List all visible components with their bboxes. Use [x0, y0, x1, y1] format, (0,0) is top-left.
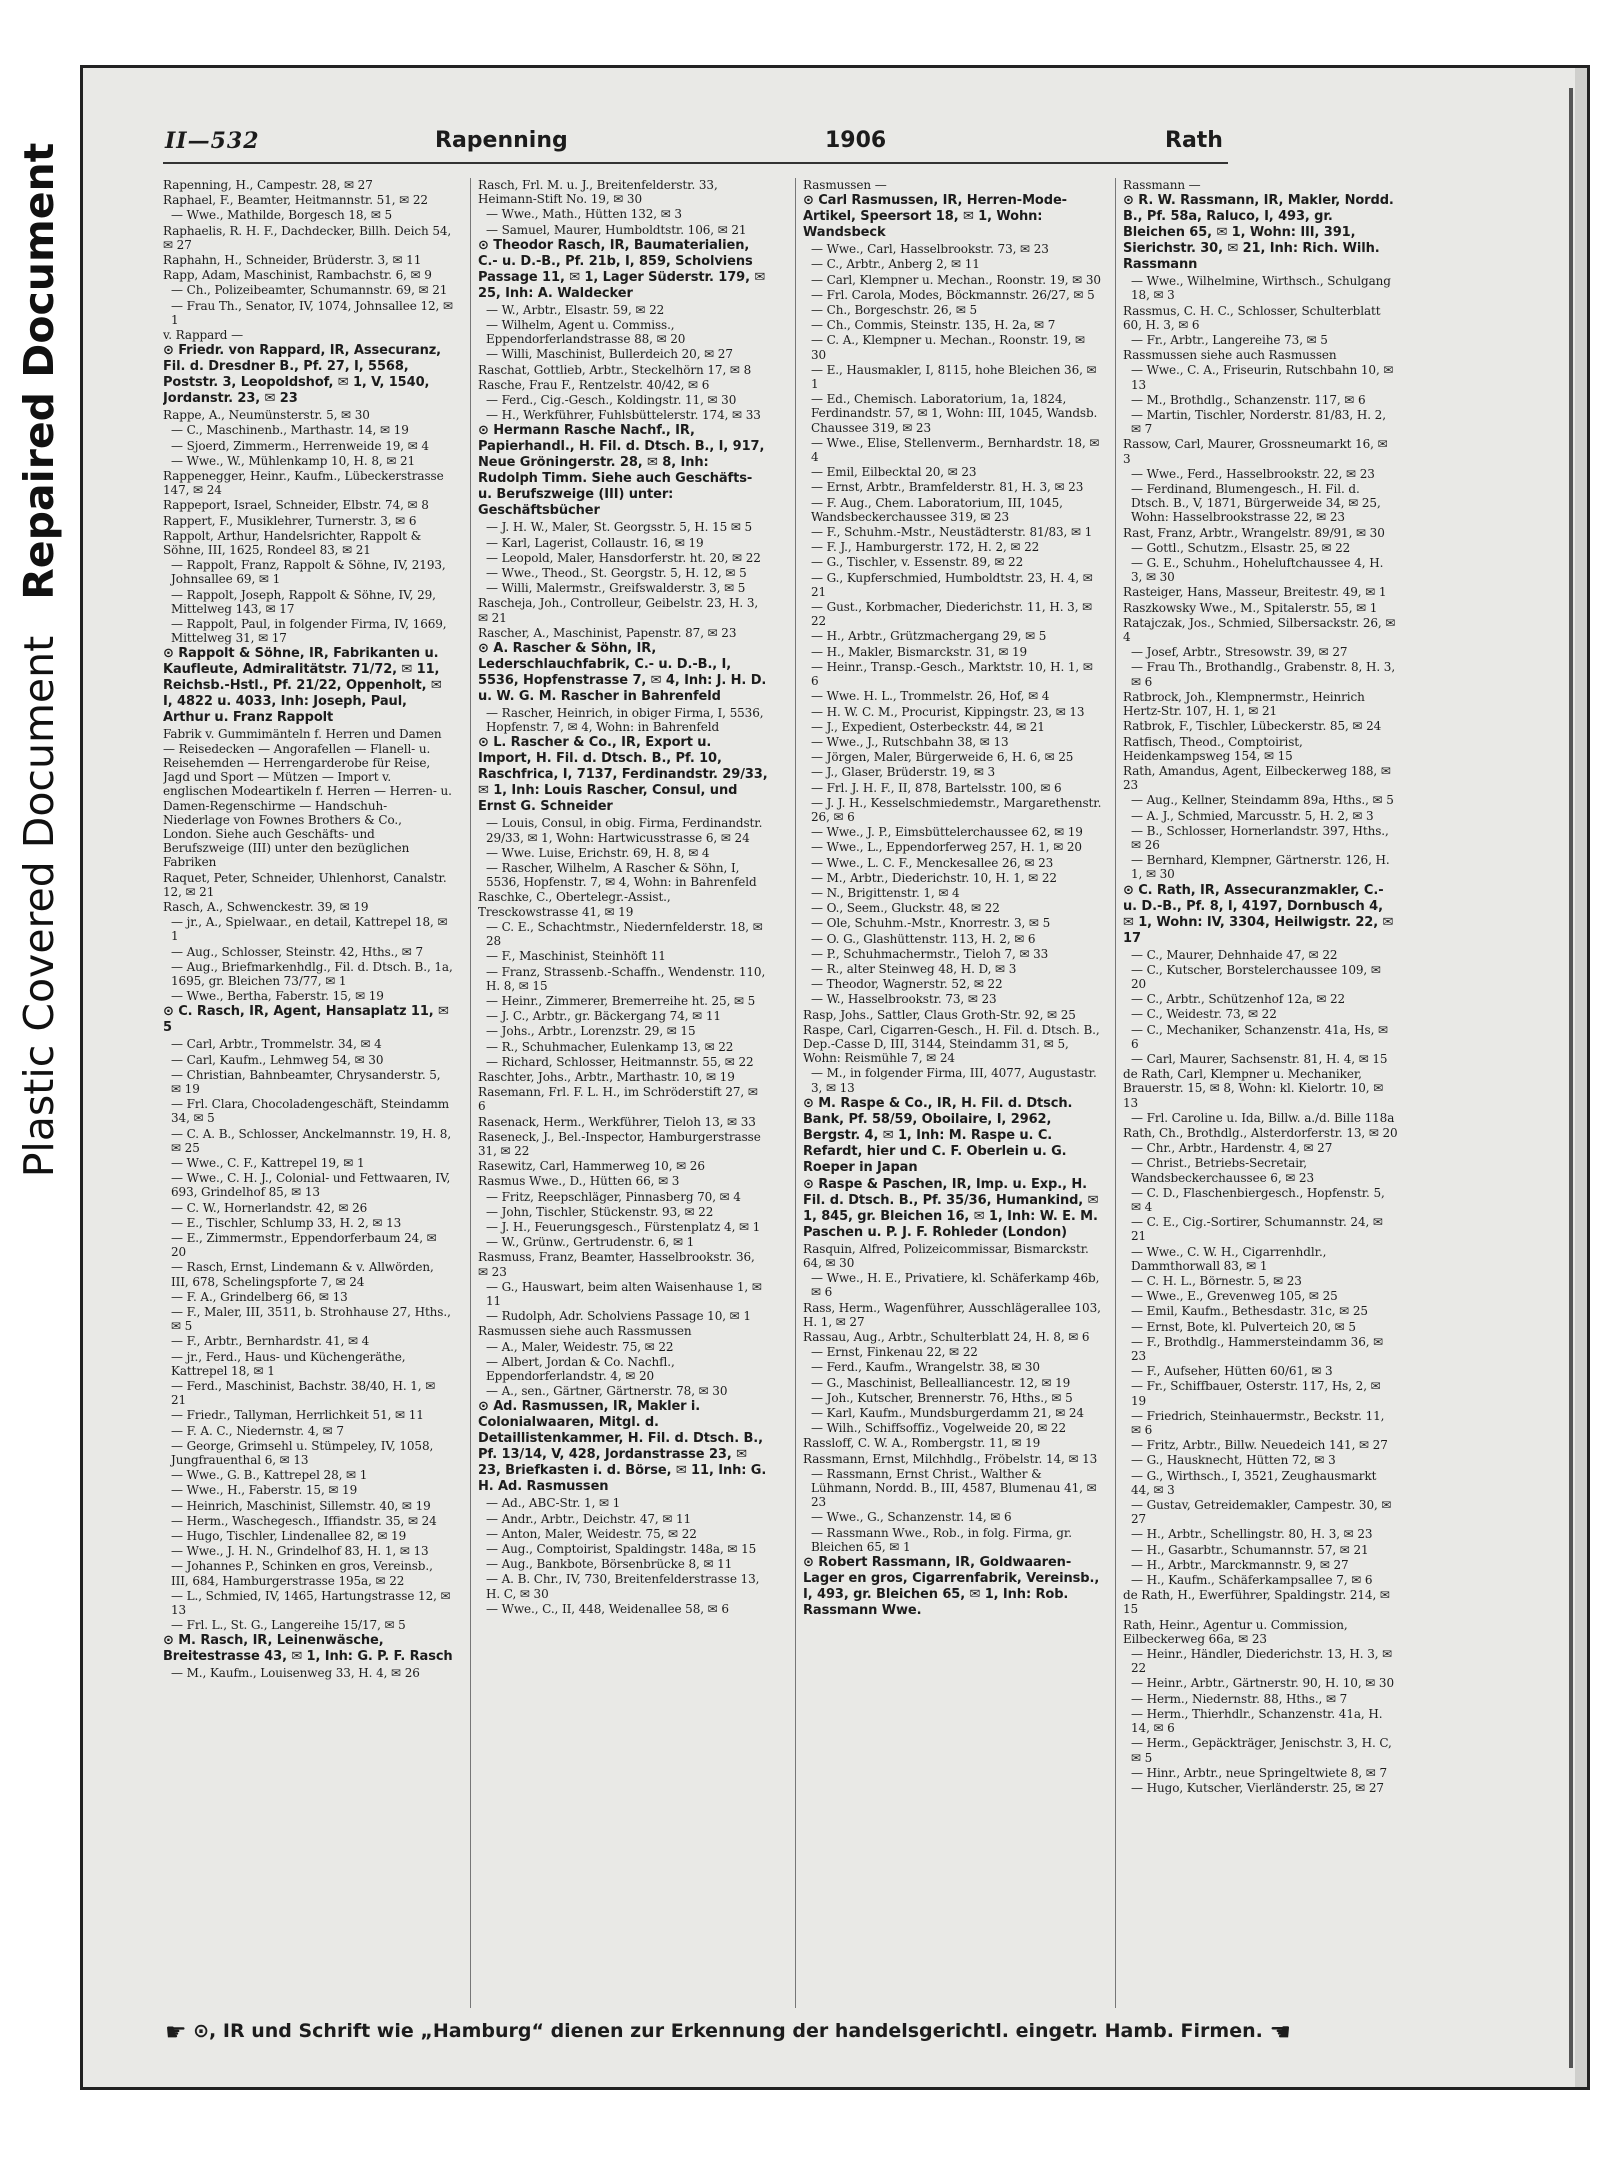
directory-entry: — F., Schuhm.-Mstr., Neustädterstr. 81/83, ✉ 1	[811, 525, 1093, 540]
directory-entry: — Friedrich, Steinhauermstr., Beckstr. 11, ✉ 6	[1131, 1408, 1385, 1438]
directory-entry: — Willi, Maschinist, Bullerdeich 20, ✉ 27	[486, 347, 733, 362]
directory-entry: — W., Arbtr., Elsastr. 59, ✉ 22	[486, 302, 665, 317]
directory-entry: — G., Hausknecht, Hütten 72, ✉ 3	[1131, 1453, 1336, 1468]
directory-entry: Rath, Amandus, Agent, Eilbeckerweg 188, ✉ 23	[1123, 763, 1391, 793]
directory-entry: — M., Kaufm., Louisenweg 33, H. 4, ✉ 26	[171, 1666, 420, 1681]
directory-entry: — Friedr., Tallyman, Herrlichkeit 51, ✉ 11	[171, 1408, 424, 1423]
directory-entry: — Willi, Malermstr., Greifswalderstr. 3, ✉ 5	[486, 581, 746, 596]
directory-entry: — H., Makler, Bismarckstr. 31, ✉ 19	[811, 644, 1028, 659]
directory-entry: — C., Arbtr., Anberg 2, ✉ 11	[811, 257, 980, 272]
directory-entry: — Louis, Consul, in obig. Firma, Ferdinandstr. 29/33, ✉ 1, Wohn: Hartwicusstrasse 6, ✉ 24	[486, 816, 763, 845]
directory-entry: — Herm., Niedernstr. 88, Hths., ✉ 7	[1131, 1691, 1348, 1706]
column-divider	[795, 178, 796, 2008]
scanner-side-banner	[0, 0, 78, 1320]
directory-entry: Ratbrok, F., Tischler, Lübeckerstr. 85, ✉ 24	[1123, 719, 1382, 734]
directory-entry: — Wwe., Bertha, Faberstr. 15, ✉ 19	[171, 989, 384, 1004]
directory-entry: — C., Kutscher, Borstelerchaussee 109, ✉ 20	[1131, 962, 1381, 991]
directory-entry: — Aug., Comptoirist, Spaldingstr. 148a, ✉ 15	[486, 1542, 757, 1556]
directory-entry: — Rappolt, Paul, in folgender Firma, IV, 1669, Mittelweg 31, ✉ 17	[171, 617, 447, 646]
directory-entry: — C., Arbtr., Schützenhof 12a, ✉ 22	[1131, 992, 1346, 1007]
page-footer	[165, 2018, 1291, 2048]
directory-entry: Raphaelis, R. H. F., Dachdecker, Billh. Deich 54, ✉ 27	[163, 223, 452, 252]
directory-entry: Rath, Heinr., Agentur u. Commission, Eilbeckerweg 66a, ✉ 23	[1123, 1617, 1348, 1646]
directory-entry: — Wwe., W., Mühlenkamp 10, H. 8, ✉ 21	[171, 453, 416, 468]
directory-entry: Rasmus Wwe., D., Hütten 66, ✉ 3	[478, 1174, 680, 1189]
directory-entry: — Emil, Eilbecktal 20, ✉ 23	[811, 465, 977, 480]
directory-entry: Rasch, Frl. M. u. J., Breitenfelderstr. 33, Heimann-Stift No. 19, ✉ 30	[478, 178, 718, 207]
directory-entry: — Anton, Maler, Weidestr. 75, ✉ 22	[486, 1526, 697, 1541]
directory-entry: — Aug., Kellner, Steindamm 89a, Hths., ✉ 5	[1131, 793, 1394, 808]
directory-entry: — H., Werkführer, Fuhlsbüttelerstr. 174, ✉ 33	[486, 408, 761, 423]
directory-entry: Rappeport, Israel, Schneider, Elbstr. 74, ✉ 8	[163, 498, 429, 513]
directory-entry: ⊙ C. Rath, IR, Assecuranzmakler, C.- u. D.-B., Pf. 8, I, 4197, Dornbusch 4, ✉ 1, Wohn: IV, 3304, Heilwigstr. 22, ✉ 17	[1123, 882, 1394, 946]
directory-entry: — Ch., Commis, Steinstr. 135, H. 2a, ✉ 7	[811, 318, 1056, 333]
directory-entry: — Frl. Clara, Chocoladengeschäft, Steindamm 34, ✉ 5	[171, 1097, 450, 1126]
directory-entry: — E., Tischler, Schlump 33, H. 2, ✉ 13	[171, 1215, 402, 1230]
directory-entry: de Rath, H., Ewerführer, Spaldingstr. 214, ✉ 15	[1123, 1588, 1390, 1617]
directory-entry: — Frau Th., Senator, IV, 1074, Johnsallee 12, ✉ 1	[171, 298, 453, 327]
directory-entry: — Ed., Chemisch. Laboratorium, 1a, 1824, Ferdinandstr. 57, ✉ 1, Wohn: III, 1045, Wandsb. Chaussee 319, ✉ 23	[811, 392, 1098, 435]
plastic-covered-label: Plastic Covered Document	[15, 635, 63, 1178]
directory-entry: — J., Expedient, Osterbeckstr. 44, ✉ 21	[811, 719, 1045, 734]
directory-entry: — Ferdinand, Blumengesch., H. Fil. d. Dtsch. B., V, 1871, Bürgerweide 34, ✉ 25, Wohn: Hasselbrookstrasse 22, ✉ 23	[1131, 482, 1381, 525]
directory-entry: Raphael, F., Beamter, Heitmannstr. 51, ✉ 22	[163, 193, 428, 208]
directory-entry: — B., Schlosser, Hornerlandstr. 397, Hths., ✉ 26	[1131, 823, 1389, 852]
directory-entry: ⊙ R. W. Rassmann, IR, Makler, Nordd. B., Pf. 58a, Raluco, I, 493, gr. Bleichen 65, ✉ 1, Wohn: III, 391, Sierichstr. 30, ✉ 21, Inh: Rich. Wilh. Rassmann	[1123, 193, 1394, 273]
directory-entry: — Hugo, Kutscher, Vierländerstr. 25, ✉ 27	[1131, 1780, 1384, 1795]
directory-entry: — G. E., Schuhm., Hoheluftchaussee 4, H. 3, ✉ 30	[1131, 556, 1384, 585]
directory-entry: — W., Hasselbrookstr. 73, ✉ 23	[811, 992, 997, 1007]
directory-entry: — Wilhelm, Agent u. Commiss., Eppendorferlandstrasse 88, ✉ 20	[486, 318, 686, 347]
directory-entry: ⊙ Ad. Rasmussen, IR, Makler i. Colonialwaaren, Mitgl. d. Detaillistenkammer, H. Fil. d. Dtsch. B., Pf. 13/14, V, 428, Jordanstrasse 23, ✉ 23, Briefkasten i. d. Börse, ✉ 11, Inh: G. H. Ad. Rasmussen	[478, 1399, 767, 1495]
directory-entry: — A. J., Schmied, Marcusstr. 5, H. 2, ✉ 3	[1131, 808, 1374, 823]
directory-entry: — Gustav, Getreidemakler, Campestr. 30, ✉ 27	[1131, 1498, 1392, 1527]
directory-entry: ⊙ Friedr. von Rappard, IR, Assecuranz, Fil. d. Dresdner B., Pf. 27, I, 5568, Poststr. 3, Leopoldshof, ✉ 1, V, 1540, Jordanstr. 23, ✉ 23	[163, 343, 442, 407]
footer-text: ⊙, IR und Schrift wie „Hamburg“ dienen zur Erkennung der handelsgerichtl. eingetr. Hamb. Firmen.	[193, 2020, 1263, 2042]
directory-entry: — F., Aufseher, Hütten 60/61, ✉ 3	[1131, 1364, 1333, 1379]
directory-entry: — M., Brothdlg., Schanzenstr. 117, ✉ 6	[1131, 392, 1366, 407]
directory-entry: — Fritz, Arbtr., Billw. Neuedeich 141, ✉ 27	[1131, 1438, 1388, 1453]
directory-entry: — G., Maschinist, Bellealliancestr. 12, ✉ 19	[811, 1375, 1071, 1390]
directory-entry: — Wwe. H. L., Trommelstr. 26, Hof, ✉ 4	[811, 689, 1050, 704]
directory-entry: Rassow, Carl, Maurer, Grossneumarkt 16, ✉ 3	[1123, 437, 1388, 466]
directory-entry: — Franz, Strassenb.-Schaffn., Wendenstr. 110, H. 8, ✉ 15	[486, 964, 766, 993]
directory-entry: — Joh., Kutscher, Brennerstr. 76, Hths., ✉ 5	[811, 1390, 1073, 1405]
directory-entry: Raschat, Gottlieb, Arbtr., Steckelhörn 17, ✉ 8	[478, 362, 752, 377]
directory-entry: Rasp, Johs., Sattler, Claus Groth-Str. 92, ✉ 25	[803, 1007, 1076, 1022]
directory-entry: Rassmann —	[1123, 178, 1201, 192]
directory-entry: Rassau, Aug., Arbtr., Schulterblatt 24, H. 8, ✉ 6	[803, 1330, 1090, 1344]
directory-entry: — J. C., Arbtr., gr. Bäckergang 74, ✉ 11	[486, 1009, 721, 1024]
directory-entry: — Wwe., J., Rutschbahn 38, ✉ 13	[811, 734, 1009, 749]
pointing-hand-icon: ☚	[1269, 2018, 1291, 2046]
directory-entry: Rappolt, Arthur, Handelsrichter, Rappolt & Söhne, III, 1625, Rondeel 83, ✉ 21	[163, 528, 422, 558]
directory-entry: Raszkowsky Wwe., M., Spitalerstr. 55, ✉ 1	[1123, 600, 1378, 615]
directory-entry: Fabrik v. Gummimänteln f. Herren und Damen — Reisedecken — Angorafellen — Flanell- u. Reisehemden — Herrengarderobe für Reise, Jagd und Sport — Mützen — Import v. englischen Modeartikeln f. Herren — Herren- u. Damen-Regenschirme — Handschuh-Niederlage von Fownes Brothers & Co., London. Siehe auch Geschäfts- und Berufszweige (III) unter den bezüglichen Fabriken	[163, 727, 452, 870]
directory-entry: — Wwe., H., Faberstr. 15, ✉ 19	[171, 1483, 358, 1498]
column-3	[803, 178, 1103, 2038]
directory-entry: Raschter, Johs., Arbtr., Marthastr. 10, ✉ 19	[478, 1069, 735, 1084]
directory-entry: — John, Tischler, Stückenstr. 93, ✉ 22	[486, 1204, 714, 1219]
directory-entry: — Carl, Klempner u. Mechan., Roonstr. 19, ✉ 30	[811, 272, 1101, 287]
directory-entry: Raquet, Peter, Schneider, Uhlenhorst, Canalstr. 12, ✉ 21	[163, 870, 447, 899]
directory-entry: — Christ., Betriebs-Secretair, Wandsbeckerchaussee 6, ✉ 23	[1131, 1156, 1314, 1185]
directory-entry: — C., Mechaniker, Schanzenstr. 41a, Hs, ✉ 6	[1131, 1022, 1388, 1051]
directory-entry: — Hugo, Tischler, Lindenallee 82, ✉ 19	[171, 1529, 407, 1544]
directory-entry: — Aug., Bankbote, Börsenbrücke 8, ✉ 11	[486, 1557, 733, 1572]
directory-entry: — Karl, Lagerist, Collaustr. 16, ✉ 19	[486, 535, 704, 550]
directory-entry: — E., Hausmakler, I, 8115, hohe Bleichen 36, ✉ 1	[811, 362, 1097, 392]
directory-entry: ⊙ L. Rascher & Co., IR, Export u. Import, H. Fil. d. Dtsch. B., Pf. 10, Raschfrica, I, 7137, Ferdinandstr. 29/33, ✉ 1, Inh: Louis Rascher, Consul, und Ernst G. Schneider	[478, 735, 768, 815]
directory-entry: — Ole, Schuhm.-Mstr., Knorrestr. 3, ✉ 5	[811, 916, 1051, 931]
directory-entry: Rapp, Adam, Maschinist, Rambachstr. 6, ✉ 9	[163, 268, 432, 283]
directory-entry: — Gottl., Schutzm., Elsastr. 25, ✉ 22	[1131, 540, 1351, 555]
directory-entry: — Ernst, Bote, kl. Pulverteich 20, ✉ 5	[1131, 1319, 1356, 1334]
directory-entry: — F., Arbtr., Bernhardstr. 41, ✉ 4	[171, 1334, 370, 1349]
directory-entry: — Rappolt, Joseph, Rappolt & Söhne, IV, 29, Mittelweg 143, ✉ 17	[171, 587, 436, 616]
directory-entry: Rasemann, Frl. F. L. H., im Schröderstift 27, ✉ 6	[478, 1085, 758, 1114]
directory-entry: — Wwe., G. B., Kattrepel 28, ✉ 1	[171, 1468, 368, 1483]
directory-entry: — G., Tischler, v. Essenstr. 89, ✉ 22	[811, 555, 1024, 570]
directory-entry: — M., Arbtr., Diederichstr. 10, H. 1, ✉ 22	[811, 870, 1057, 885]
directory-entry: — jr., A., Spielwaar., en detail, Kattrepel 18, ✉ 1	[171, 915, 448, 944]
directory-entry: — Wwe., C., II, 448, Weidenallee 58, ✉ 6	[486, 1601, 729, 1616]
directory-entry: — Rudolph, Adr. Scholviens Passage 10, ✉ 1	[486, 1309, 751, 1324]
directory-entry: — H., Arbtr., Grützmachergang 29, ✉ 5	[811, 629, 1047, 644]
directory-entry: — Wwe., L. C. F., Menckesallee 26, ✉ 23	[811, 855, 1054, 870]
directory-entry: — F. A. C., Niedernstr. 4, ✉ 7	[171, 1423, 344, 1438]
column-divider	[470, 178, 471, 2008]
directory-entry: — Christian, Bahnbeamter, Chrysanderstr. 5, ✉ 19	[171, 1067, 441, 1096]
directory-entry: Raseneck, J., Bel.-Inspector, Hamburgerstrasse 31, ✉ 22	[478, 1129, 761, 1158]
directory-entry: — Ernst, Arbtr., Bramfelderstr. 81, H. 3, ✉ 23	[811, 480, 1084, 495]
banner-text	[15, 143, 63, 1178]
directory-entry: ⊙ M. Raspe & Co., IR, H. Fil. d. Dtsch. Bank, Pf. 58/59, Oboilaire, I, 2962, Bergstr. 4, ✉ 1, Inh: M. Raspe u. C. Refardt, hier und C. F. Oberlein u. G. Roeper in Japan	[803, 1095, 1073, 1175]
directory-entry: — Leopold, Maler, Hansdorferstr. ht. 20, ✉ 22	[486, 550, 761, 565]
directory-entry: — George, Grimsehl u. Stümpeley, IV, 1058, Jungfrauenthal 6, ✉ 13	[171, 1438, 434, 1468]
directory-entry: ⊙ Hermann Rasche Nachf., IR, Papierhandl., H. Fil. d. Dtsch. B., I, 917, Neue Gröningerstr. 28, ✉ 8, Inh: Rudolph Timm. Siehe auch Geschäfts- u. Berufszweige (III) unter: Geschäftsbücher	[478, 423, 765, 519]
directory-entry: — H., Gasarbtr., Schumannstr. 57, ✉ 21	[1131, 1542, 1369, 1557]
directory-entry: — Jörgen, Maler, Bürgerweide 6, H. 6, ✉ 25	[811, 750, 1074, 765]
directory-entry: ⊙ Theodor Rasch, IR, Baumaterialien, C.- u. D.-B., Pf. 21b, I, 859, Scholviens Passage 11, ✉ 1, Lager Süderstr. 179, ✉ 25, Inh: A. Waldecker	[478, 237, 766, 301]
column-1	[163, 178, 453, 2038]
directory-entry: — A., Maler, Weidestr. 75, ✉ 22	[486, 1339, 674, 1354]
directory-entry: — H. W. C. M., Procurist, Kippingstr. 23, ✉ 13	[811, 704, 1085, 719]
directory-entry: Rassmann, Ernst, Milchhdlg., Fröbelstr. 14, ✉ 13	[803, 1451, 1098, 1466]
directory-entry: Rasenack, Herm., Werkführer, Tieloh 13, ✉ 33	[478, 1114, 756, 1129]
directory-entry: — L., Schmied, IV, 1465, Hartungstrasse 12, ✉ 13	[171, 1588, 451, 1618]
directory-entry: — A. B. Chr., IV, 730, Breitenfelderstrasse 13, H. C, ✉ 30	[486, 1572, 760, 1601]
directory-entry: Ratfisch, Theod., Comptoirist, Heidenkampsweg 154, ✉ 15	[1123, 734, 1303, 763]
directory-entry: — Heinrich, Maschinist, Sillemstr. 40, ✉ 19	[171, 1498, 431, 1513]
directory-entry: Rassmus, C. H. C., Schlosser, Schulterblatt 60, H. 3, ✉ 6	[1123, 303, 1381, 332]
directory-entry: — Carl, Maurer, Sachsenstr. 81, H. 4, ✉ 15	[1131, 1051, 1388, 1066]
directory-entry: — C. A., Klempner u. Mechan., Roonstr. 19, ✉ 30	[811, 333, 1085, 362]
directory-entry: — Albert, Jordan & Co. Nachfl., Eppendorferlandstr. 4, ✉ 20	[486, 1354, 675, 1383]
directory-entry: — Fritz, Reepschläger, Pinnasberg 70, ✉ 4	[486, 1189, 741, 1204]
directory-entry: — jr., Ferd., Haus- und Küchengeräthe, Kattrepel 18, ✉ 1	[171, 1349, 406, 1378]
directory-entry: — Frl. Carola, Modes, Böckmannstr. 26/27, ✉ 5	[811, 287, 1095, 302]
directory-entry: — Ch., Borgeschstr. 26, ✉ 5	[811, 303, 978, 318]
directory-entry: — G., Kupferschmied, Humboldtstr. 23, H. 4, ✉ 21	[811, 570, 1093, 599]
directory-entry: — Wwe. Luise, Erichstr. 69, H. 8, ✉ 4	[486, 845, 710, 860]
directory-entry: — Karl, Kaufm., Mundsburgerdamm 21, ✉ 24	[811, 1406, 1084, 1421]
header-year: 1906	[825, 128, 887, 153]
directory-entry: de Rath, Carl, Klempner u. Mechaniker, Brauerstr. 15, ✉ 8, Wohn: kl. Kielortr. 10, ✉ 13	[1123, 1067, 1384, 1110]
directory-entry: — F. A., Grindelberg 66, ✉ 13	[171, 1289, 348, 1304]
directory-entry: — Frl. J. H. F., II, 878, Bartelsstr. 100, ✉ 6	[811, 780, 1062, 795]
directory-entry: — H., Kaufm., Schäferkampsallee 7, ✉ 6	[1131, 1573, 1373, 1588]
directory-entry: ⊙ A. Rascher & Söhn, IR, Lederschlauchfabrik, C.- u. D.-B., I, 5536, Hopfenstrasse 7, ✉ 4, Inh: J. H. D. u. W. G. M. Rascher in Bahrenfeld	[478, 641, 767, 705]
directory-entry: — R., Schuhmacher, Eulenkamp 13, ✉ 22	[486, 1039, 734, 1054]
directory-entry: — Ad., ABC-Str. 1, ✉ 1	[486, 1496, 621, 1511]
page-number: II—532	[165, 128, 260, 154]
directory-entry: — Wwe., C. H. J., Colonial- und Fettwaaren, IV, 693, Grindelhof 85, ✉ 13	[171, 1171, 451, 1200]
directory-entry: — Heinr., Zimmerer, Bremerreihe ht. 25, ✉ 5	[486, 993, 756, 1008]
pointing-hand-icon: ☛	[165, 2018, 187, 2046]
directory-entry: — Carl, Arbtr., Trommelstr. 34, ✉ 4	[171, 1037, 382, 1052]
directory-entry: — G., Hauswart, beim alten Waisenhause 1, ✉ 11	[486, 1279, 762, 1308]
directory-entry: — C. A. B., Schlosser, Anckelmannstr. 19, H. 8, ✉ 25	[171, 1126, 452, 1155]
directory-entry: — O. G., Glashüttenstr. 113, H. 2, ✉ 6	[811, 931, 1036, 946]
directory-entry: v. Rappard —	[163, 328, 243, 343]
directory-entry: — F. J., Hamburgerstr. 172, H. 2, ✉ 22	[811, 540, 1040, 555]
directory-entry: Rassloff, C. W. A., Rombergstr. 11, ✉ 19	[803, 1436, 1041, 1451]
directory-entry: — Ferd., Cig.-Gesch., Koldingstr. 11, ✉ 30	[486, 393, 737, 408]
directory-entry: — Wwe., C. F., Kattrepel 19, ✉ 1	[171, 1155, 365, 1170]
directory-entry: — Richard, Schlosser, Heitmannstr. 55, ✉ 22	[486, 1054, 754, 1069]
directory-entry: — M., in folgender Firma, III, 4077, Augustastr. 3, ✉ 13	[811, 1066, 1097, 1095]
directory-entry: — Johs., Arbtr., Lorenzstr. 29, ✉ 15	[486, 1024, 696, 1039]
directory-entry: Rass, Herm., Wagenführer, Ausschlägerallee 103, H. 1, ✉ 27	[803, 1300, 1101, 1329]
directory-entry: — Rassmann Wwe., Rob., in folg. Firma, gr. Bleichen 65, ✉ 1	[811, 1525, 1072, 1554]
directory-entry: — P., Schuhmachermstr., Tieloh 7, ✉ 33	[811, 946, 1049, 961]
directory-entry: — A., sen., Gärtner, Gärtnerstr. 78, ✉ 30	[486, 1384, 728, 1399]
directory-entry: — Fr., Arbtr., Langereihe 73, ✉ 5	[1131, 333, 1328, 348]
directory-entry: — H., Arbtr., Schellingstr. 80, H. 3, ✉ 23	[1131, 1527, 1373, 1542]
directory-entry: — Rascher, Wilhelm, A Rascher & Söhn, I, 5536, Hopfenstr. 7, ✉ 4, Wohn: in Bahrenfeld	[486, 861, 757, 890]
directory-entry: Rappe, A., Neumünsterstr. 5, ✉ 30	[163, 408, 370, 423]
directory-entry: — Johannes P., Schinken en gros, Vereinsb., III, 684, Hamburgerstrasse 195a, ✉ 22	[171, 1559, 433, 1588]
directory-entry: Rasche, Frau F., Rentzelstr. 40/42, ✉ 6	[478, 377, 710, 392]
directory-entry: — Aug., Schlosser, Steinstr. 42, Hths., ✉ 7	[171, 944, 423, 959]
directory-entry: — C., Maschinenb., Marthastr. 14, ✉ 19	[171, 423, 409, 438]
directory-entry: — F., Maler, III, 3511, b. Strohhause 27, Hths., ✉ 5	[171, 1305, 451, 1334]
directory-entry: — Wwe., Math., Hütten 132, ✉ 3	[486, 207, 682, 222]
directory-entry: Rascheja, Joh., Controlleur, Geibelstr. 23, H. 3, ✉ 21	[478, 596, 759, 625]
directory-entry: ⊙ Raspe & Paschen, IR, Imp. u. Exp., H. Fil. d. Dtsch. B., Pf. 35/36, Humankind, ✉ 1, 845, gr. Bleichen 16, ✉ 1, Inh: W. E. M. Paschen u. P. J. F. Rohleder (London)	[803, 1176, 1099, 1240]
directory-entry: — E., Zimmermstr., Eppendorferbaum 24, ✉ 20	[171, 1230, 437, 1260]
directory-entry: — Josef, Arbtr., Stresowstr. 39, ✉ 27	[1131, 645, 1348, 660]
directory-entry: — Bernhard, Klempner, Gärtnerstr. 126, H. 1, ✉ 30	[1131, 853, 1390, 882]
directory-entry: — Wwe., Mathilde, Borgesch 18, ✉ 5	[171, 208, 393, 223]
directory-entry: — Herm., Gepäckträger, Jenischstr. 3, H. C, ✉ 5	[1131, 1736, 1392, 1765]
directory-entry: — Chr., Arbtr., Hardenstr. 4, ✉ 27	[1131, 1141, 1333, 1156]
directory-entry: — Wwe., Elise, Stellenverm., Bernhardstr. 18, ✉ 4	[811, 435, 1100, 465]
page-edge	[1575, 68, 1587, 2087]
directory-entry: ⊙ M. Rasch, IR, Leinenwäsche, Breitestrasse 43, ✉ 1, Inh: G. P. F. Rasch	[163, 1633, 453, 1665]
directory-entry: Rasewitz, Carl, Hammerweg 10, ✉ 26	[478, 1159, 705, 1174]
directory-entry: — Wwe., L., Eppendorferweg 257, H. 1, ✉ 20	[811, 840, 1082, 855]
scan-margin	[0, 2090, 1600, 2177]
repaired-label: Repaired Document	[15, 142, 63, 600]
directory-entry: — C. E., Schachtmstr., Niedernfelderstr. 18, ✉ 28	[486, 919, 763, 949]
directory-entry: Rasteiger, Hans, Masseur, Breitestr. 49, ✉ 1	[1123, 585, 1387, 600]
directory-entry: — C. W., Hornerlandstr. 42, ✉ 26	[171, 1200, 368, 1215]
directory-entry: Rasmussen siehe auch Rassmussen	[478, 1324, 692, 1339]
directory-entry: — Rasch, Ernst, Lindemann & v. Allwörden, III, 678, Schelingspforte 7, ✉ 24	[171, 1260, 434, 1289]
directory-entry: — Wwe., Wilhelmine, Wirthsch., Schulgang 18, ✉ 3	[1131, 274, 1391, 303]
directory-entry: — J. H. W., Maler, St. Georgsstr. 5, H. 15 ✉ 5	[486, 520, 753, 535]
directory-entry: — Wwe., E., Grevenweg 105, ✉ 25	[1131, 1289, 1338, 1304]
directory-entry: — H., Arbtr., Marckmannstr. 9, ✉ 27	[1131, 1557, 1349, 1572]
directory-entry: Rappenegger, Heinr., Kaufm., Lübeckerstrasse 147, ✉ 24	[163, 469, 444, 498]
directory-entry: — Frl. L., St. G., Langereihe 15/17, ✉ 5	[171, 1618, 406, 1633]
directory-entry: Rasquin, Alfred, Polizeicommissar, Bismarckstr. 64, ✉ 30	[803, 1241, 1089, 1270]
directory-entry: — C. H. L., Börnestr. 5, ✉ 23	[1131, 1274, 1302, 1288]
header-right-word: Rath	[1165, 128, 1223, 153]
directory-entry: Raphahn, H., Schneider, Brüderstr. 3, ✉ 11	[163, 253, 422, 268]
directory-entry: — C., Maurer, Dehnhaide 47, ✉ 22	[1131, 947, 1338, 962]
column-2	[478, 178, 768, 2038]
directory-entry: Ratbrock, Joh., Klempnermstr., Heinrich Hertz-Str. 107, H. 1, ✉ 21	[1123, 689, 1365, 719]
directory-entry: — Wwe., G., Schanzenstr. 14, ✉ 6	[811, 1510, 1012, 1525]
directory-entry: — Ferd., Maschinist, Bachstr. 38/40, H. 1, ✉ 21	[171, 1379, 436, 1408]
directory-entry: — Theodor, Wagnerstr. 52, ✉ 22	[811, 977, 1003, 992]
directory-entry: Rast, Franz, Arbtr., Wrangelstr. 89/91, ✉ 30	[1123, 525, 1385, 540]
directory-entry: — Heinr., Arbtr., Gärtnerstr. 90, H. 10, ✉ 30	[1131, 1676, 1394, 1691]
directory-entry: — C. D., Flaschenbiergesch., Hopfenstr. 5, ✉ 4	[1131, 1185, 1385, 1214]
directory-entry: — Wwe., Ferd., Hasselbrookstr. 22, ✉ 23	[1131, 466, 1375, 481]
directory-entry: — Wilh., Schiffsoffiz., Vogelweide 20, ✉ 22	[811, 1421, 1067, 1436]
directory-entry: Rascher, A., Maschinist, Papenstr. 87, ✉ 23	[478, 625, 737, 640]
directory-entry: — Heinr., Transp.-Gesch., Marktstr. 10, H. 1, ✉ 6	[811, 659, 1093, 689]
directory-entry: Raspe, Carl, Cigarren-Gesch., H. Fil. d. Dtsch. B., Dep.-Casse D, III, 3144, Steindamm 31, ✉ 5, Wohn: Reismühle 7, ✉ 24	[803, 1022, 1100, 1066]
directory-entry: — O., Seem., Gluckstr. 48, ✉ 22	[811, 901, 1000, 916]
directory-entry: Rassmussen siehe auch Rasmussen	[1123, 348, 1337, 363]
directory-entry: — Martin, Tischler, Norderstr. 81/83, H. 2, ✉ 7	[1131, 408, 1386, 437]
directory-entry: ⊙ Carl Rasmussen, IR, Herren-Mode-Artikel, Speersort 18, ✉ 1, Wohn: Wandsbeck	[803, 193, 1067, 241]
column-4	[1123, 178, 1398, 2038]
directory-entry: — C. E., Cig.-Sortirer, Schumannstr. 24, ✉ 21	[1131, 1215, 1383, 1244]
directory-entry: — Wwe., Theod., St. Georgstr. 5, H. 12, ✉ 5	[486, 566, 747, 581]
directory-entry: — Rassmann, Ernst Christ., Walther & Lühmann, Nordd. B., III, 4587, Blumenau 41, ✉ 23	[811, 1466, 1097, 1510]
directory-entry: Rath, Ch., Brothdlg., Alsterdorferstr. 13, ✉ 20	[1123, 1125, 1398, 1140]
directory-entry: — Samuel, Maurer, Humboldtstr. 106, ✉ 21	[486, 222, 747, 237]
directory-entry: — Wwe., J. P., Eimsbüttelerchaussee 62, ✉ 19	[811, 825, 1083, 840]
directory-entry: — Sjoerd, Zimmerm., Herrenweide 19, ✉ 4	[171, 438, 429, 453]
directory-entry: — Andr., Arbtr., Deichstr. 47, ✉ 11	[486, 1511, 692, 1526]
directory-entry: — Herm., Waschegesch., Iffiandstr. 35, ✉ 24	[171, 1513, 437, 1528]
directory-entry: — Ch., Polizeibeamter, Schumannstr. 69, ✉ 21	[171, 283, 448, 298]
directory-entry: — Ernst, Finkenau 22, ✉ 22	[811, 1345, 978, 1360]
directory-entry: — Aug., Briefmarkenhdlg., Fil. d. Dtsch. B., 1a, 1695, gr. Bleichen 73/77, ✉ 1	[171, 959, 453, 988]
directory-entry: ⊙ C. Rasch, IR, Agent, Hansaplatz 11, ✉ 5	[163, 1004, 449, 1036]
directory-entry: Raschke, C., Obertelegr.-Assist., Tresckowstrasse 41, ✉ 19	[478, 890, 671, 919]
page-edge-line	[1569, 88, 1573, 2068]
header-left-word: Rapenning	[435, 128, 568, 153]
directory-entry: — Wwe., J. H. N., Grindelhof 83, H. 1, ✉ 13	[171, 1544, 429, 1559]
directory-entry: — F., Brothdlg., Hammersteindamm 36, ✉ 23	[1131, 1334, 1384, 1364]
directory-entry: — J. H., Feuerungsgesch., Fürstenplatz 4, ✉ 1	[486, 1219, 761, 1234]
column-divider	[1115, 178, 1116, 2008]
directory-entry: — Heinr., Händler, Diederichstr. 13, H. 3, ✉ 22	[1131, 1647, 1393, 1676]
directory-entry: — Wwe., H. E., Privatiere, kl. Schäferkamp 46b, ✉ 6	[811, 1271, 1100, 1300]
directory-entry: — J. J. H., Kesselschmiedemstr., Margarethenstr. 26, ✉ 6	[811, 795, 1102, 824]
directory-entry: — Frl. Caroline u. Ida, Billw. a./d. Bille 118a	[1131, 1110, 1395, 1125]
directory-entry: — W., Grünw., Gertrudenstr. 6, ✉ 1	[486, 1235, 695, 1250]
directory-entry: — J., Glaser, Brüderstr. 19, ✉ 3	[811, 765, 996, 780]
directory-entry: ⊙ Rappolt & Söhne, IR, Fabrikanten u. Kaufleute, Admiralitätstr. 71/72, ✉ 11, Reichsb.-Hstl., Pf. 21/22, Oppenholt, ✉ I, 4822 u. 4033, Inh: Joseph, Paul, Arthur u. Franz Rappolt	[163, 646, 442, 726]
directory-page	[80, 65, 1590, 2090]
directory-entry: — G., Wirthsch., I, 3521, Zeughausmarkt 44, ✉ 3	[1131, 1468, 1377, 1497]
directory-entry: Rasmuss, Franz, Beamter, Hasselbrookstr. 36, ✉ 23	[478, 1250, 755, 1279]
directory-entry: — R., alter Steinweg 48, H. D, ✉ 3	[811, 961, 1017, 976]
directory-entry: — C., Weidestr. 73, ✉ 22	[1131, 1007, 1277, 1022]
directory-entry: — Wwe., C. W. H., Cigarrenhdlr., Dammthorwall 83, ✉ 1	[1131, 1244, 1327, 1273]
directory-entry: Rapenning, H., Campestr. 28, ✉ 27	[163, 178, 373, 192]
directory-entry: — F. Aug., Chem. Laboratorium, III, 1045, Wandsbeckerchaussee 319, ✉ 23	[811, 495, 1063, 524]
directory-entry: — Rappolt, Franz, Rappolt & Söhne, IV, 2193, Johnsallee 69, ✉ 1	[171, 558, 446, 587]
directory-entry: — Gust., Korbmacher, Diederichstr. 11, H. 3, ✉ 22	[811, 600, 1093, 629]
header-rule	[163, 162, 1228, 164]
directory-entry: Rasch, A., Schwenckestr. 39, ✉ 19	[163, 899, 369, 914]
directory-entry: ⊙ Robert Rassmann, IR, Goldwaaren-Lager en gros, Cigarrenfabrik, Vereinsb., I, 493, gr. Bleichen 65, ✉ 1, Inh: Rob. Rassmann Wwe.	[803, 1555, 1100, 1619]
directory-entry: — Herm., Thierhdlr., Schanzenstr. 41a, H. 14, ✉ 6	[1131, 1706, 1383, 1736]
directory-entry: — Emil, Kaufm., Bethesdastr. 31c, ✉ 25	[1131, 1304, 1368, 1319]
directory-entry: — Frau Th., Brothandlg., Grabenstr. 8, H. 3, ✉ 6	[1131, 660, 1396, 689]
directory-entry: Rasmussen —	[803, 178, 887, 192]
directory-entry: Rappert, F., Musiklehrer, Turnerstr. 3, ✉ 6	[163, 513, 417, 528]
directory-entry: — F., Maschinist, Steinhöft 11	[486, 949, 666, 964]
directory-entry: — N., Brigittenstr. 1, ✉ 4	[811, 885, 960, 900]
directory-entry: — Wwe., C. A., Friseurin, Rutschbahn 10, ✉ 13	[1131, 363, 1394, 392]
directory-entry: — Hinr., Arbtr., neue Springeltwiete 8, ✉ 7	[1131, 1765, 1388, 1780]
directory-entry: — Carl, Kaufm., Lehmweg 54, ✉ 30	[171, 1052, 384, 1067]
directory-entry: — Rascher, Heinrich, in obiger Firma, I, 5536, Hopfenstr. 7, ✉ 4, Wohn: in Bahrenfeld	[486, 706, 764, 735]
directory-entry: Ratajczak, Jos., Schmied, Silbersackstr. 26, ✉ 4	[1123, 615, 1396, 645]
directory-entry: — Ferd., Kaufm., Wrangelstr. 38, ✉ 30	[811, 1360, 1040, 1375]
directory-entry: — Wwe., Carl, Hasselbrookstr. 73, ✉ 23	[811, 242, 1049, 257]
directory-entry: — Fr., Schiffbauer, Osterstr. 117, Hs, 2, ✉ 19	[1131, 1379, 1381, 1408]
